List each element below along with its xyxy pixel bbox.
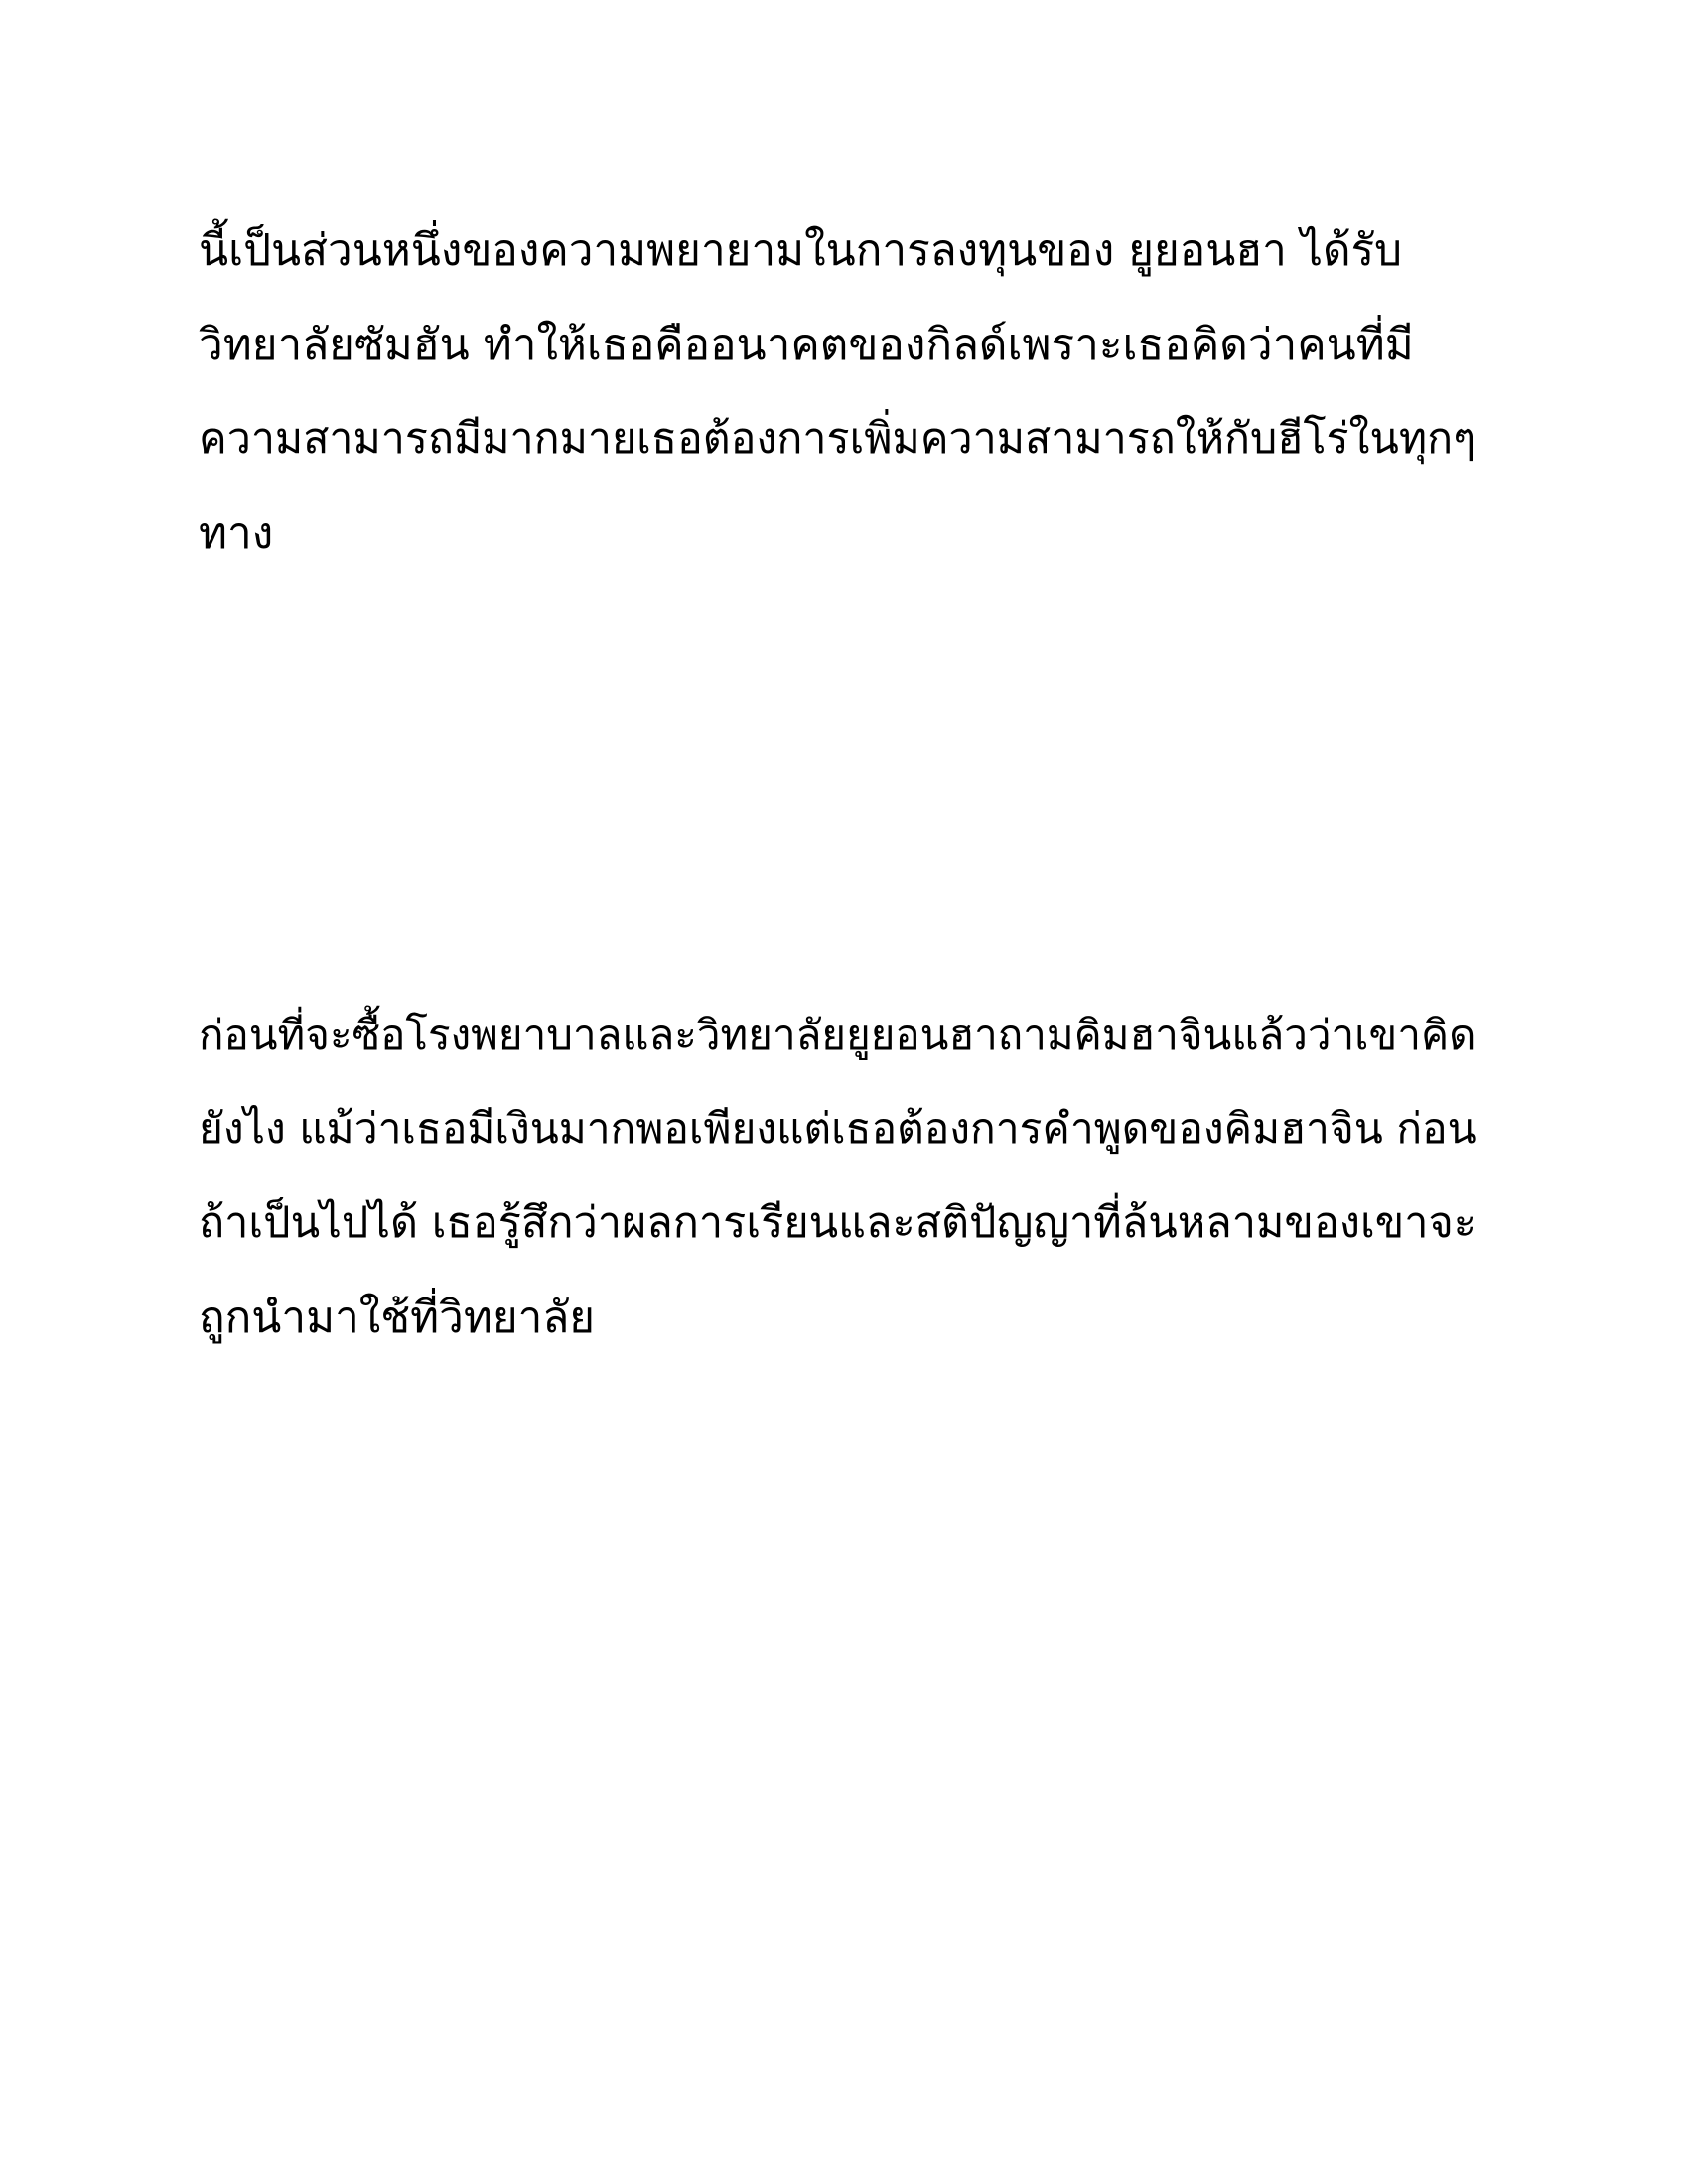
paragraph-line: นี้เป็นส่วนหนึ่งของความพยายามในการลงทุนของ ยูยอนฮา ได้รับ — [199, 225, 1403, 276]
paragraph-line: ถ้าเป็นไปได้ เธอรู้สึกว่าผลการเรียนและสติปัญญาที่ล้นหลามของเขาจะ — [199, 1198, 1477, 1248]
paragraph-line: ความสามารถมีมากมายเธอต้องการเพิ่มความสามารถให้กับฮีโร่ในทุกๆ — [199, 414, 1477, 464]
paragraph-line: วิทยาลัยซัมฮัน ทำให้เธอคืออนาคตของกิลด์เพราะเธอคิดว่าคนที่มี — [199, 320, 1414, 370]
paragraph-2 — [199, 988, 1489, 1365]
paragraph-line: ถูกนำมาใช้ที่วิทยาลัย — [199, 1293, 596, 1343]
paragraph-1 — [199, 204, 1489, 581]
paragraph-line: ก่อนที่จะซื้อโรงพยาบาลและวิทยาลัยยูยอนฮาถามคิมฮาจินแล้วว่าเขาคิด — [199, 1011, 1477, 1059]
paragraph-line: ยังไง แม้ว่าเธอมีเงินมากพอเพียงแต่เธอต้องการคำพูดของคิมฮาจิน ก่อน — [199, 1105, 1477, 1154]
paragraph-line: ทาง — [199, 508, 274, 559]
